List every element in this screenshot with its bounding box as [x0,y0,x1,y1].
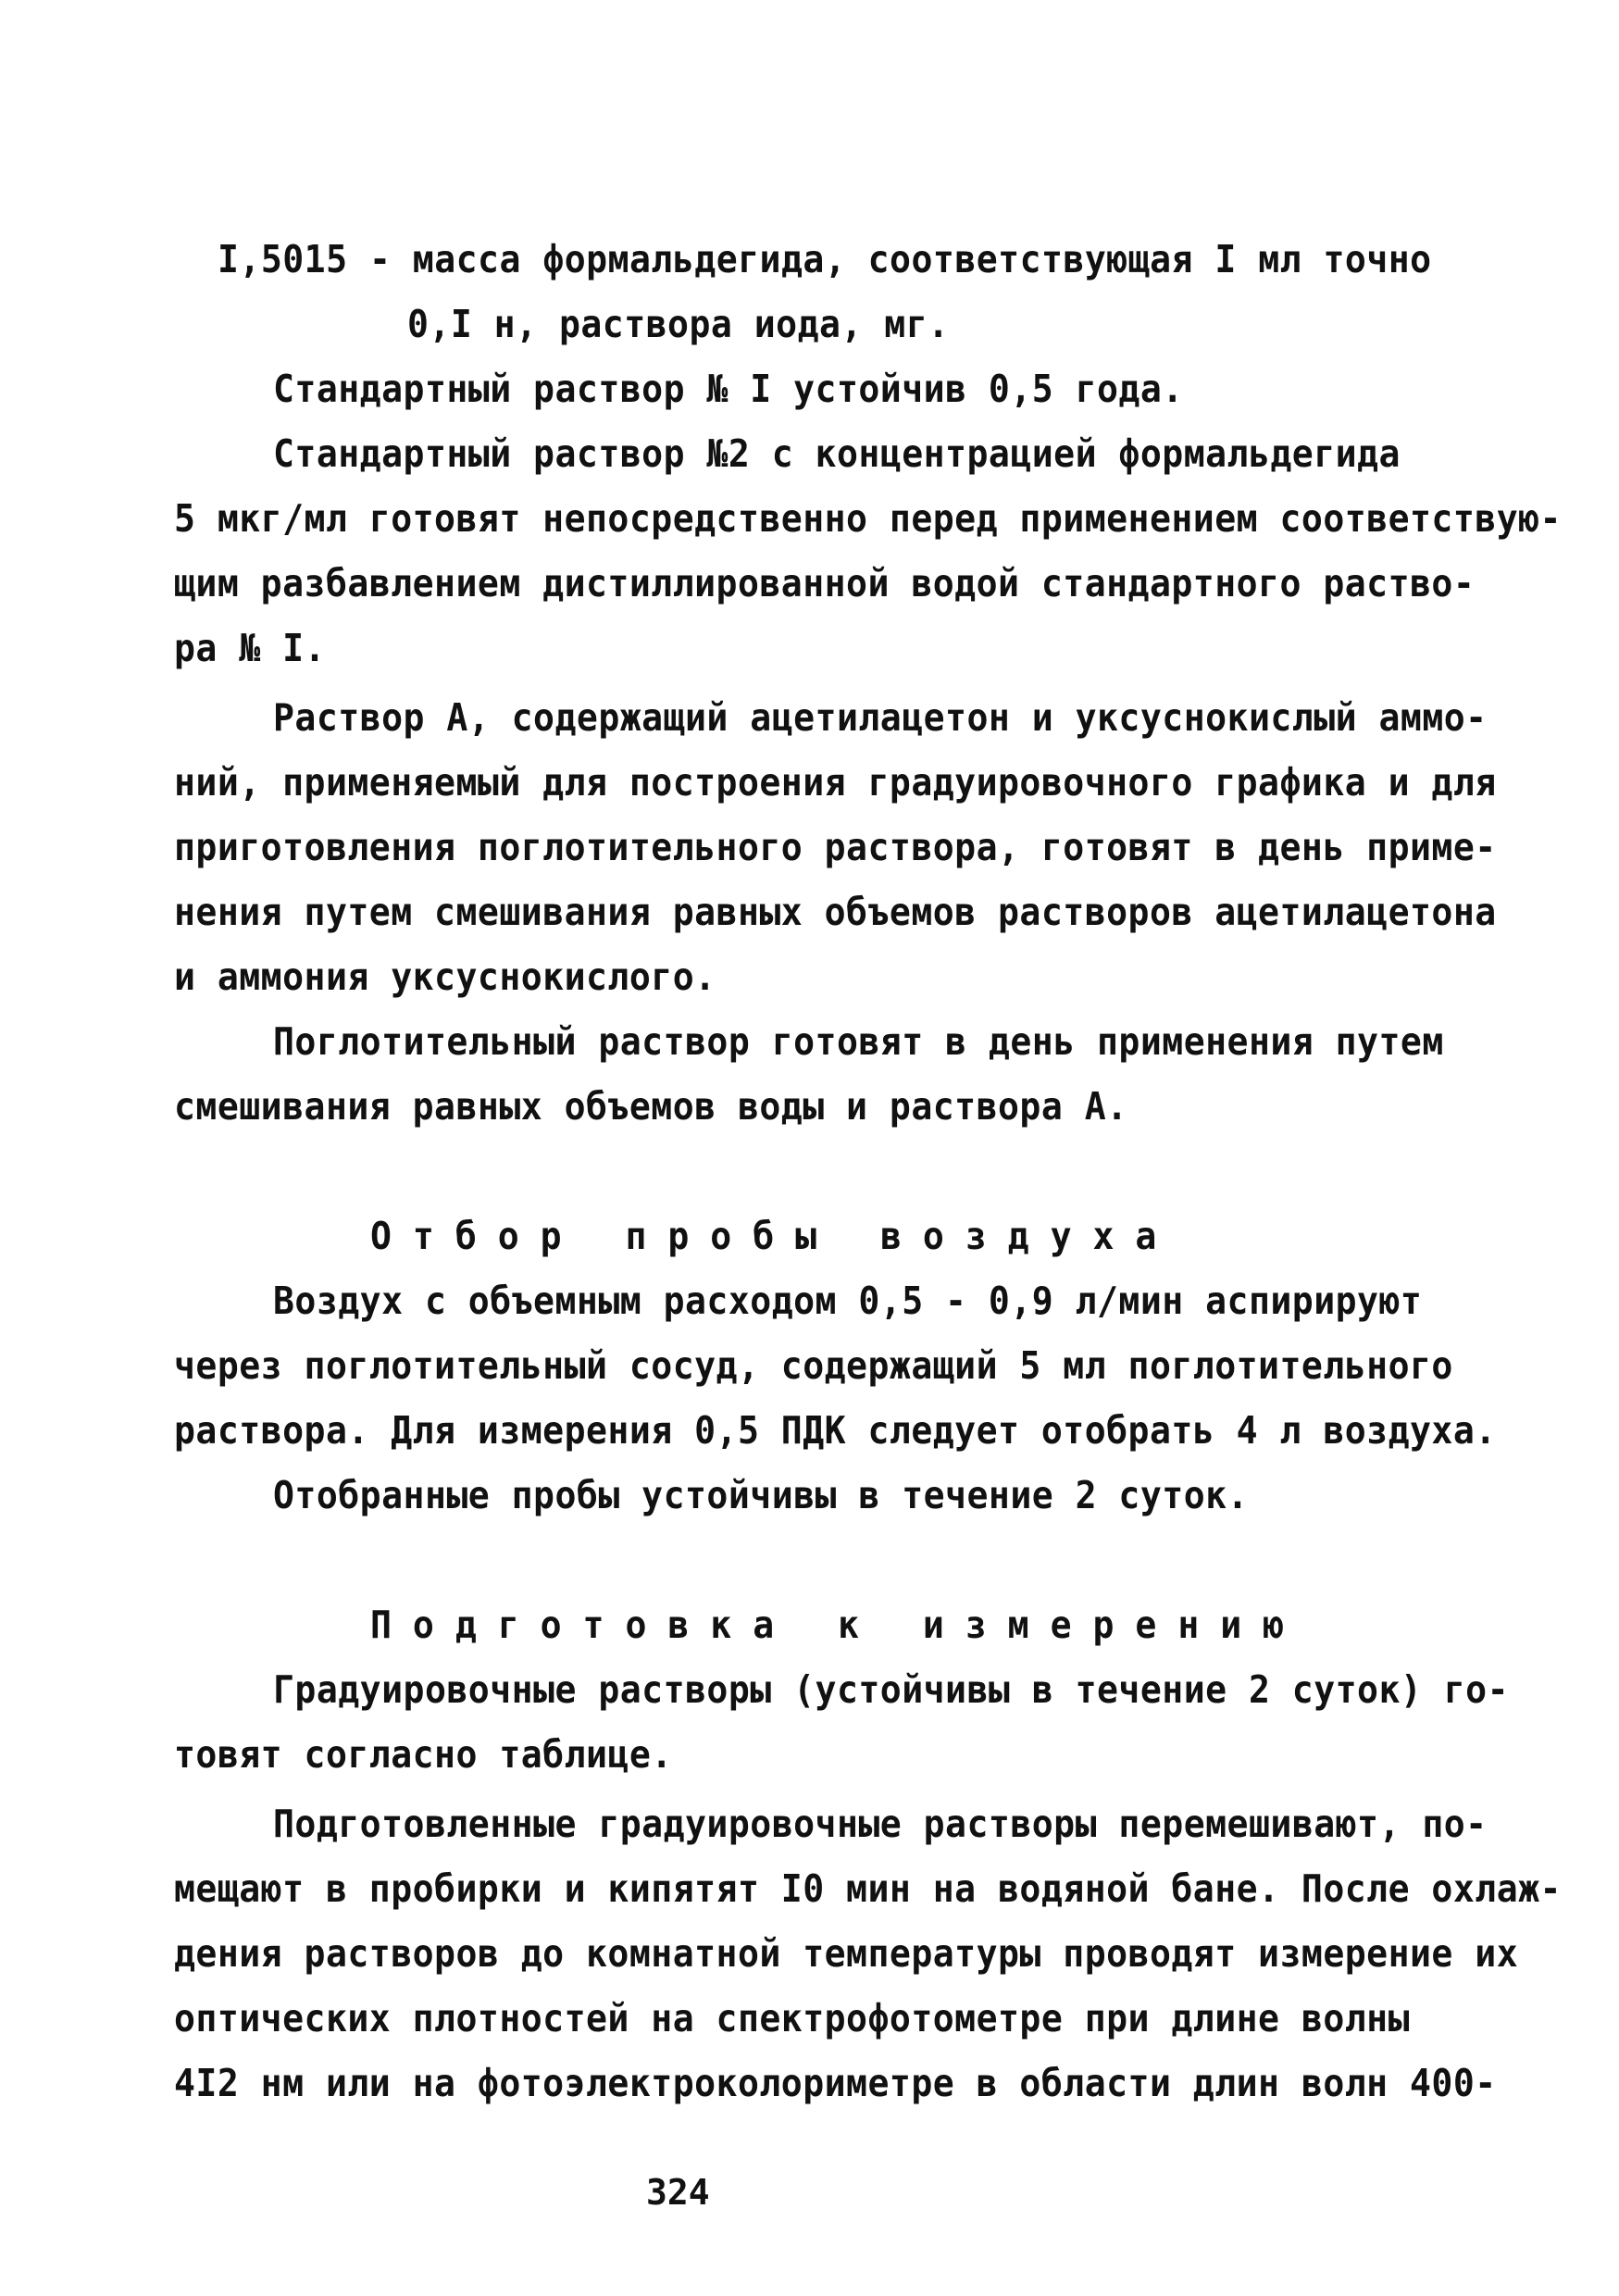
text-line: Подготовленные градуировочные растворы перемешивают, по- [273,1802,1488,1846]
text-line: нения путем смешивания равных объемов растворов ацетилацетона [174,890,1497,934]
text-line: приготовления поглотительного раствора, готовят в день приме- [174,825,1497,869]
page-number: 324 [646,2172,710,2213]
text-line: 4I2 нм или на фотоэлектроколориметре в области длин волн 400- [174,2061,1497,2105]
text-line: раствора. Для измерения 0,5 ПДК следует отобрать 4 л воздуха. [174,1408,1497,1453]
text-line: Градуировочные растворы (устойчивы в течение 2 суток) го- [273,1667,1510,1712]
text-line: дения растворов до комнатной температуры проводят измерение их [174,1931,1519,1976]
text-line: оптических плотностей на спектрофотометре при длине волны [174,1996,1411,2040]
text-line: ра № I. [174,626,326,670]
text-line: и аммония уксуснокислого. [174,955,716,999]
text-line: смешивания равных объемов воды и раствора А. [174,1084,1128,1129]
text-line: мещают в пробирки и кипятят I0 мин на водяной бане. После охлаж- [174,1866,1562,1911]
text-line: 5 мкг/мл готовят непосредственно перед применением соответствую- [174,496,1562,541]
text-line: 0,I н, раствора иода, мг. [407,302,950,346]
text-line: I,5015 - масса формальдегида, соответствующая I мл точно [218,237,1432,281]
text-line: Стандартный раствор № I устойчив 0,5 года. [273,367,1184,411]
text-line: щим разбавлением дистиллированной водой стандартного раство- [174,561,1476,605]
text-line: Воздух с объемным расходом 0,5 - 0,9 л/мин аспирируют [273,1279,1423,1323]
text-line: Поглотительный раствор готовят в день применения путем [273,1019,1444,1064]
text-line: ний, применяемый для построения градуировочного графика и для [174,760,1497,805]
section-heading-measurement-preparation: П о д г о т о в к а к и з м е р е н и ю [370,1603,1285,1647]
section-heading-air-sampling: О т б о р п р о б ы в о з д у х а [370,1214,1157,1258]
text-line: товят согласно таблице. [174,1732,673,1777]
text-line: Отобранные пробы устойчивы в течение 2 суток. [273,1473,1249,1517]
text-line: через поглотительный сосуд, содержащий 5 мл поглотительного [174,1343,1453,1388]
text-line: Стандартный раствор №2 с концентрацией формальдегида [273,431,1401,476]
text-line: Раствор А, содержащий ацетилацетон и уксуснокислый аммо- [273,695,1488,740]
